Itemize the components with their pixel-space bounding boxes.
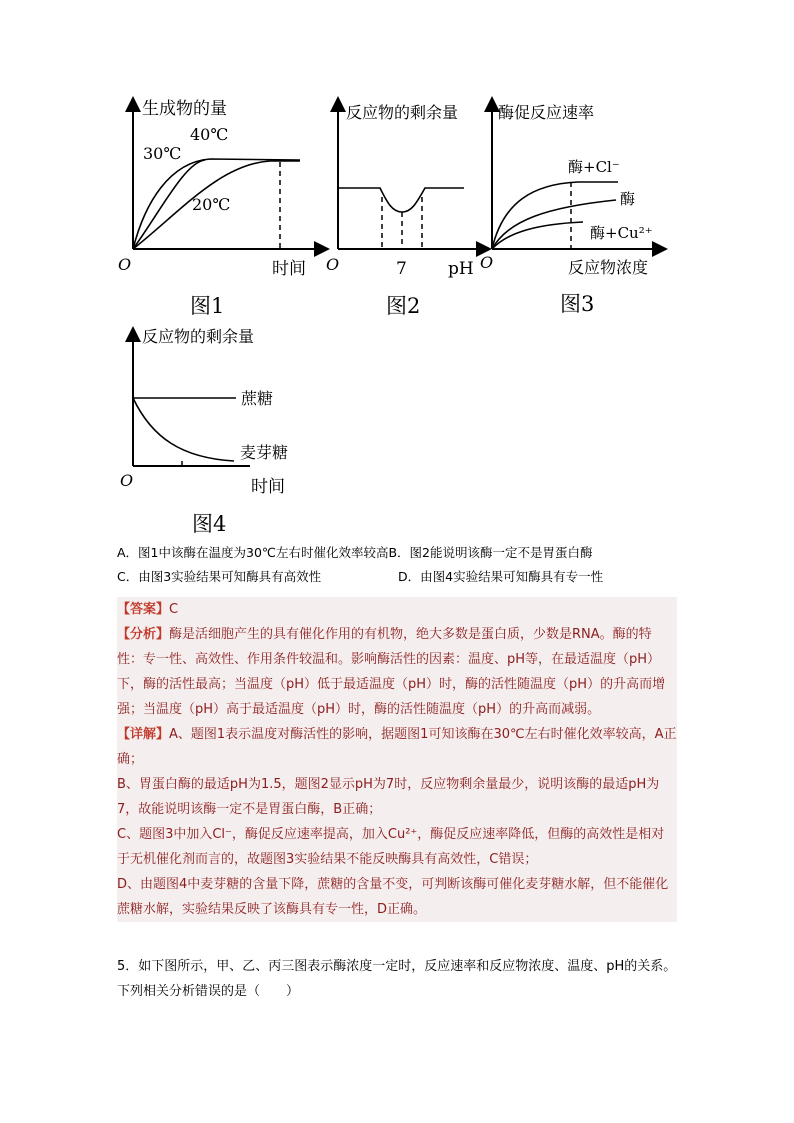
detail-paragraph-a: [117, 722, 677, 772]
curve-label-enzyme-cu: 酶+Cu²⁺: [590, 224, 653, 242]
curve-maltose: [133, 398, 234, 461]
curve-label-20c: 20℃: [192, 195, 231, 214]
answer-options: [117, 541, 603, 589]
origin-label: O: [118, 255, 132, 274]
detail-paragraph-b: B、胃蛋白酶的最适pH为1.5，题图2显示pH为7时，反应物剩余量最少，说明该酶的最适pH为7，故能说明该酶一定不是胃蛋白酶，B正确；: [117, 777, 660, 817]
y-axis-label: 酶促反应速率: [498, 103, 595, 122]
x-axis-label: 时间: [272, 259, 306, 279]
figure-1-plot: [110, 92, 330, 282]
curve-label-30c: 30℃: [143, 144, 182, 163]
options-row-1: [117, 541, 603, 565]
y-axis-label: 反应物的剩余量: [346, 103, 459, 122]
origin-label: O: [326, 255, 340, 274]
x-axis-label: 反应物浓度: [568, 258, 649, 277]
answer-line: [117, 597, 677, 622]
options-row-2: [117, 565, 603, 589]
solution-block: [117, 597, 677, 922]
curve-label-maltose: 麦芽糖: [240, 443, 289, 462]
figure-2-plot: [322, 92, 492, 282]
figure-3-caption: 图3: [560, 292, 595, 316]
figure-2-caption: 图2: [386, 294, 421, 318]
figure-3-plot: [478, 92, 678, 282]
curve-enzyme-cu: [492, 222, 583, 249]
origin-label: O: [480, 253, 494, 272]
analysis-text: 酶是活细胞产生的具有催化作用的有机物，绝大多数是蛋白质，少数是RNA。酶的特性：专一性、高效性、作用条件较温和。影响酶活性的因素：温度、pH等，在最适温度（pH）下，酶的活性最高；当温度（pH）低于最适温度（pH）时，酶的活性随温度（pH）的升高而增强；当温度（pH）高于最适温度（pH）时，酶的活性随温度（pH）的升高而减弱。: [117, 627, 666, 717]
x-tick-label: 7: [396, 259, 407, 279]
figure-4-plot: [112, 320, 312, 500]
question-5: 5．如下图所示，甲、乙、丙三图表示酶浓度一定时，反应速率和反应物浓度、温度、pH的关系。下列相关分析错误的是（ ）: [117, 959, 677, 999]
curve-label-40c: 40℃: [190, 125, 229, 144]
curve-label-enzyme: 酶: [620, 190, 636, 208]
option-b: B．图2能说明该酶一定不是胃蛋白酶: [388, 545, 593, 560]
analysis-paragraph: [117, 622, 677, 722]
detail-a-text: A、题图1表示温度对酶活性的影响，据题图1可知该酶在30℃左右时催化效率较高，A正确；: [117, 727, 677, 767]
analysis-tag: 【分析】: [117, 627, 170, 642]
origin-label: O: [120, 471, 134, 490]
y-axis-label: 反应物的剩余量: [142, 327, 255, 346]
remaining-curve: [338, 188, 464, 212]
answer-tag: 【答案】: [117, 602, 170, 617]
option-c: C．由图3实验结果可知酶具有高效性: [117, 569, 322, 584]
detail-paragraph-d: D、由题图4中麦芽糖的含量下降，蔗糖的含量不变，可判断该酶可催化麦芽糖水解，但不能催化蔗糖水解，实验结果反映了该酶具有专一性，D正确。: [117, 877, 669, 917]
x-axis-label: 时间: [251, 477, 285, 497]
option-d: D．由图4实验结果可知酶具有专一性: [398, 569, 604, 584]
figure-4-caption: 图4: [192, 512, 227, 536]
figure-1-caption: 图1: [190, 294, 225, 318]
answer-value: C: [169, 602, 179, 617]
option-a: A．图1中该酶在温度为30℃左右时催化效率较高: [117, 545, 389, 560]
curve-label-enzyme-cl: 酶+Cl⁻: [568, 158, 620, 176]
y-axis-label: 生成物的量: [142, 99, 227, 119]
curve-label-sucrose: 蔗糖: [241, 389, 274, 408]
detail-tag: 【详解】: [117, 727, 170, 742]
x-axis-label: pH: [448, 259, 474, 279]
detail-paragraph-c: C、题图3中加入Cl⁻，酶促反应速率提高，加入Cu²⁺，酶促反应速率降低，但酶的高效性是相对于无机催化剂而言的，故题图3实验结果不能反映酶具有高效性，C错误；: [117, 827, 665, 867]
